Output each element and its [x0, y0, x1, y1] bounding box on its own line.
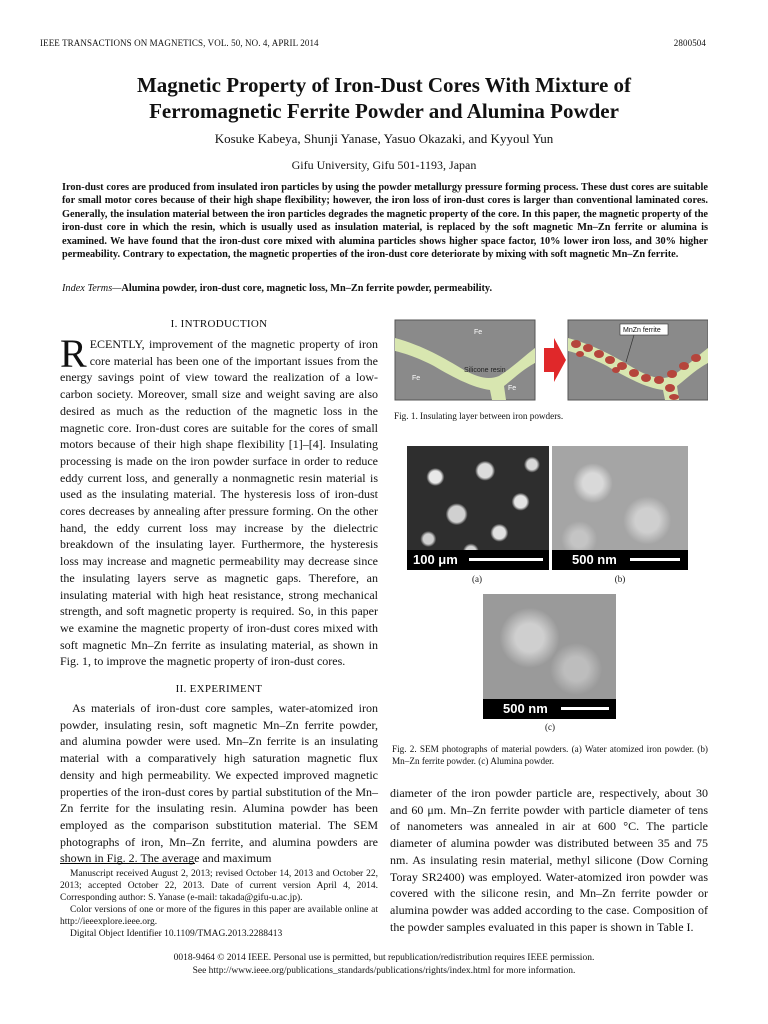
index-terms-text: Alumina powder, iron-dust core, magnetic loss, Mn–Zn ferrite powder, permeability. — [121, 283, 493, 294]
label-mnzn-ferrite: MnZn ferrite — [623, 327, 661, 334]
figure-1-diagram — [394, 318, 708, 403]
sem-image-alumina — [483, 594, 616, 719]
scale-label-b: 500 nm — [572, 552, 617, 567]
authors: Kosuke Kabeya, Shunji Yanase, Yasuo Okazaki, and Kyyoul Yun — [214, 131, 554, 146]
article-number: 2800504 — [673, 38, 706, 48]
title-line-2: Ferromagnetic Ferrite Powder and Alumina Powder — [149, 99, 619, 123]
index-terms-label: Index Terms— — [62, 283, 122, 294]
label-fe-left: Fe — [412, 375, 421, 382]
title-line-1: Magnetic Property of Iron-Dust Cores With Mixture of — [136, 73, 632, 97]
subfig-label-a: (a) — [472, 574, 482, 584]
scale-line-a — [469, 558, 543, 561]
scale-label-a: 100 μm — [413, 552, 458, 567]
label-silicone-resin: Silicone resin — [464, 367, 506, 374]
footnote — [60, 868, 378, 940]
subfig-label-c: (c) — [545, 722, 555, 732]
copyright-footer — [40, 952, 728, 978]
footer-line-2: See http://www.ieee.org/publications_standards/publications/rights/index.html for more information. — [192, 966, 576, 976]
index-terms — [62, 282, 708, 295]
footnote-rule — [60, 863, 195, 864]
drop-cap: R — [60, 331, 87, 376]
sem-image-mnzn-ferrite — [552, 446, 688, 570]
section-1-heading: I. INTRODUCTION — [170, 318, 268, 330]
scale-bar-a — [407, 550, 549, 570]
section-1-text: ECENTLY, improvement of the magnetic property of iron core material has been one of the important issues from the energy savings point of view toward the realization of a low-carbon society. Moreover, small size and weight saving are also desired as much as the reduction of the magnetic loss in the magnetic core. Iron-dust cores are suitable for the cores of small motors because of their high shape flexibility [1]–[4]. Insulating processing is made on the iron powder surface in order to reduce eddy current loss, and generally a nonmagnetic resin material is used as the insulating material. The hysteresis loss of iron-dust cores decreases by annealing after pressure forming. On the other hand, the eddy current loss may increase by the dielectric breakdown of the insulating layer. Furthermore, the hysteresis loss may increase and magnetic permeability may decrease since the insulating layers serve as magnetic gaps. Therefore, an insulating material with high heat resistance, strong mechanical strength, and soft magnetic property is required. So, in this paper we examine the magnetic property of iron-dust cores mixed with soft magnetic Mn–Zn ferrite as insulating material, as shown in Fig. 1, to improve the magnetic property of iron-dust cores. — [60, 337, 378, 669]
abstract: Iron-dust cores are produced from insulated iron particles by using the powder metallurgy pressure forming process. These dust cores are suitable for small motor cores because of their high shape flexibility; however, the iron loss of iron-dust cores is larger than conventional laminated cores. Generally, the insulation material between the iron particles degrades the magnetic property of the core. In this paper, the magnetic property of the iron-dust core in which the resin, which is usually used as insulation material, is replaced by the soft magnetic Mn–Zn ferrite or alumina is examined. We have found that the iron-dust core mixed with alumina particles shows higher space factor, 10% lower iron loss, and 30% higher permeability. Contrary to expectation, the magnetic properties of the iron-dust core deteriorate by mixing with soft magnetic Mn–Zn ferrite. — [62, 182, 708, 261]
sem-image-iron — [407, 446, 549, 570]
scale-line-b — [630, 558, 680, 561]
right-column-text: diameter of the iron powder particle are, respectively, about 30 and 60 μm. Mn–Zn ferrite powder with particle diameter of tens of nanometers was annealed in air at 600 °C. The particle diameter of alumina powder was distributed between 35 and 75 nm. As insulating resin material, methyl silicone (Dow Corning Toray SR2400) was employed. Water-atomized iron powder was covered with the silicone resin, and Mn–Zn ferrite powder or alumina powder was added according to the case. Composition of the powder samples evaluated in this paper is shown in Table I. — [390, 786, 708, 934]
paper-title — [40, 72, 728, 124]
label-fe-top: Fe — [474, 329, 483, 336]
footnote-color: Color versions of one or more of the figures in this paper are available online at http://ieeexplore.ieee.org. — [60, 905, 378, 927]
section-2-body: As materials of iron-dust core samples, water-atomized iron powder, insulating resin, soft magnetic Mn–Zn ferrite powder, and alumina powder were used. Mn–Zn ferrite is an insulating material with a comparatively high saturation magnetic flux density and high permeability. We expected improved magnetic properties of the iron-dust cores by partial substitution of the Mn–Zn ferrite for the insulating resin. Alumina powder has been employed as the comparison substitution material. The SEM photographs of iron, Mn–Zn ferrite, and alumina powders are shown in Fig. 2. The average and maximum — [60, 701, 378, 866]
footer-line-1: 0018-9464 © 2014 IEEE. Personal use is permitted, but republication/redistribution requires IEEE permission. — [173, 953, 595, 963]
scale-bar-b — [552, 550, 688, 570]
footnote-doi: Digital Object Identifier 10.1109/TMAG.2013.2288413 — [70, 929, 283, 939]
figure-1-caption: Fig. 1. Insulating layer between iron powders. — [394, 411, 564, 421]
scale-bar-c — [483, 699, 616, 719]
affiliation: Gifu University, Gifu 501-1193, Japan — [291, 158, 477, 172]
figure-2-caption: Fig. 2. SEM photographs of material powders. (a) Water atomized iron powder. (b) Mn–Zn ferrite powder. (c) Alumina powder. — [392, 744, 708, 766]
running-header-journal: IEEE TRANSACTIONS ON MAGNETICS, VOL. 50, NO. 4, APRIL 2014 — [40, 38, 319, 48]
label-fe-right: Fe — [508, 385, 517, 392]
arrow-icon — [544, 338, 566, 382]
scale-label-c: 500 nm — [503, 701, 548, 716]
section-1-body — [60, 331, 378, 670]
section-2-heading: II. EXPERIMENT — [175, 683, 263, 695]
subfig-label-b: (b) — [614, 574, 626, 584]
scale-line-c — [561, 707, 609, 710]
footnote-manuscript: Manuscript received August 2, 2013; revised October 14, 2013 and October 22, 2013; accepted October 22, 2013. Date of current version April 4, 2014. Corresponding author: S. Yanase (e-mail: takada@gifu-u.ac.jp). — [60, 869, 378, 903]
